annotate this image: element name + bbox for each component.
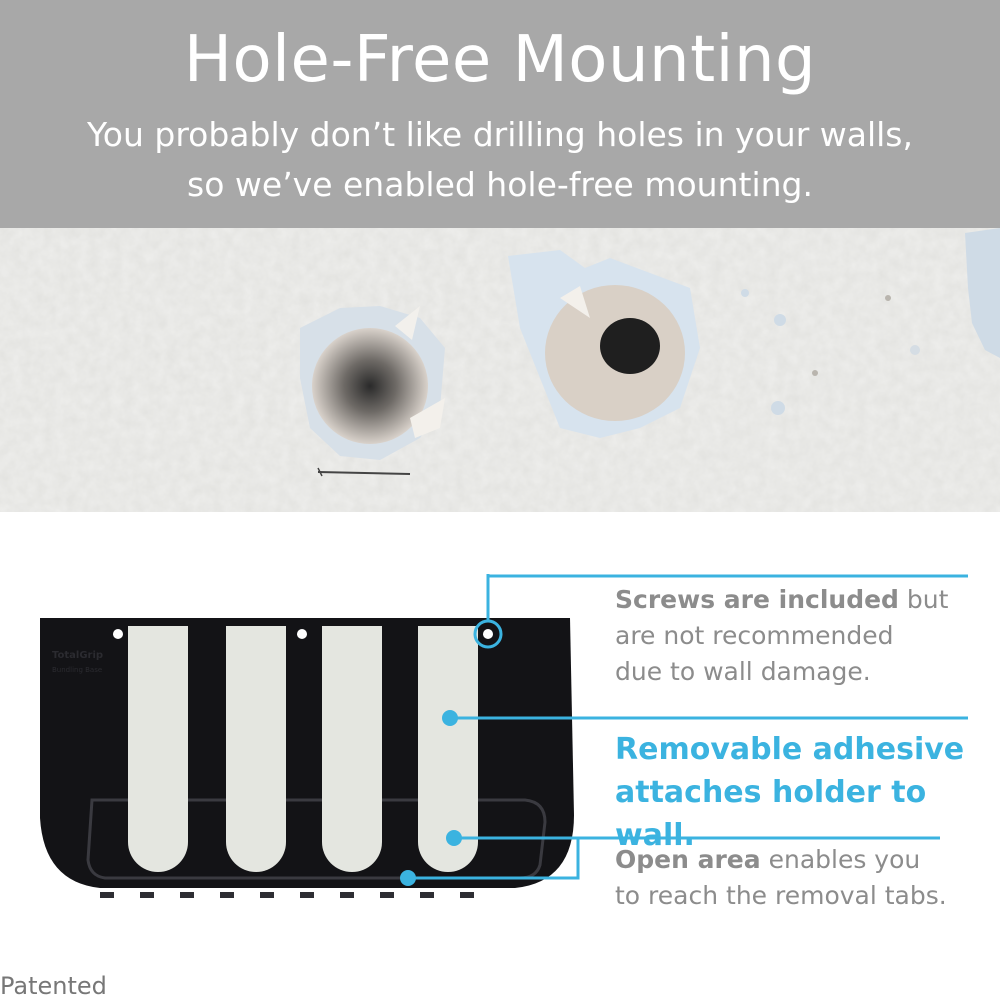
tab-dot [446,830,462,846]
callout-open-line2: to reach the removal tabs. [615,881,947,910]
page-subtitle [0,110,1000,210]
screw-hole-right [483,629,493,639]
holder-body [40,618,574,888]
screw-hole-left [113,629,123,639]
callout-open-rest: enables you [760,845,921,874]
header-banner [0,0,1000,228]
callout-open-bold: Open area [615,845,761,874]
adhesive-strip-3 [322,626,382,872]
page-title: Hole-Free Mounting [183,23,817,97]
callout-screws-bold: Screws are included [615,585,899,614]
adhesive-strip-2 [226,626,286,872]
wall-hole-right [545,285,685,421]
open-area-dot [400,870,416,886]
subtitle-line-2: so we’ve enabled hole-free mounting. [187,165,813,204]
brand-subtext: Bundling Base [52,666,103,674]
callout-open-area [615,842,947,914]
callout-screws-rest: but [898,585,949,614]
callout-screws-line2: are not recommended [615,621,894,650]
callout-adhesive [615,728,1000,857]
callout-adhesive-line1: Removable adhesive [615,732,965,767]
damaged-wall-photo [0,228,1000,512]
callout-screws [615,582,948,690]
patent-label: Patented [0,972,107,1000]
subtitle-line-1: You probably don’t like drilling holes in your walls, [87,115,913,154]
adhesive-strip-1 [128,626,188,872]
callout-adhesive-line2: attaches holder to wall. [615,775,927,853]
adhesive-dot [442,710,458,726]
screw-hole-middle [297,629,307,639]
brand-mark: TotalGrip [52,650,104,661]
callout-screws-line3: due to wall damage. [615,657,871,686]
